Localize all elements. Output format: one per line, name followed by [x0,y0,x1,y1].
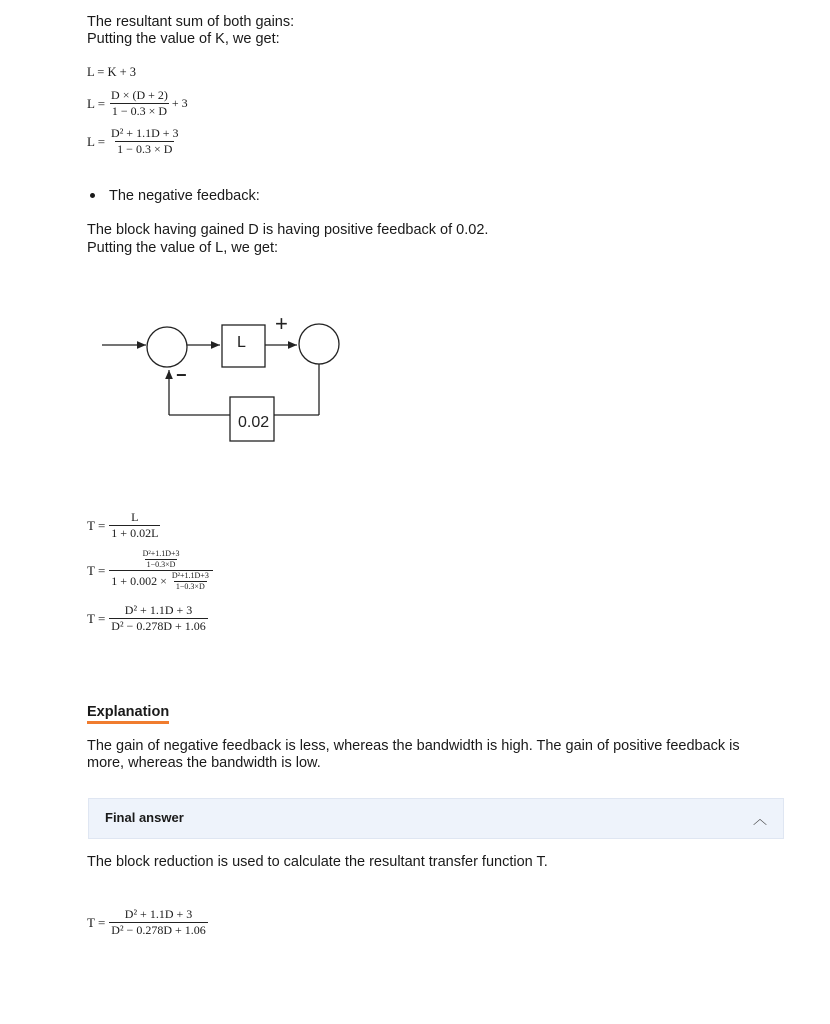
equation-lhs: L = [87,95,106,111]
fraction-denominator: 1 + 0.02L [111,526,159,540]
compound-fraction [109,549,213,592]
fraction-denominator: 1 − 0.3 × D [117,142,173,156]
minus-sign: − [176,365,187,385]
equation-l-row-2 [87,88,188,119]
fraction-denominator: 1 − 0.3 × D [111,104,168,118]
equation-lhs: L = [87,133,106,149]
final-answer-label: Final answer [105,810,184,825]
fraction-numerator: D × (D + 2) [111,88,168,102]
inner-fraction [170,571,211,592]
inner-denominator: 1−0.3×D [146,560,176,569]
fraction-denominator: D² − 0.278D + 1.06 [111,619,206,633]
fraction-denominator: D² − 0.278D + 1.06 [111,923,206,937]
feedback-block-label: 0.02 [238,414,270,431]
summing-junction-1 [147,327,187,367]
equation-l-row-1-text: L = K + 3 [87,65,137,79]
fraction [109,126,180,157]
fraction [109,510,160,541]
inner-fraction [141,549,182,570]
intro-line-1: The resultant sum of both gains: [87,14,295,30]
fraction-numerator: D² + 1.1D + 3 [124,603,193,617]
fraction [109,603,207,634]
equation-l-row-3 [87,126,181,157]
equation-t-row-3 [87,603,208,634]
inner-numerator: D²+1.1D+3 [171,571,209,580]
chevron-up-icon[interactable]: ︿ [753,811,767,827]
equation-l-row-1 [87,65,136,80]
equation-t-row-2 [87,549,213,592]
final-equation [87,907,208,938]
fraction-denominator [109,570,213,592]
denominator-prefix: 1 + 0.002 × [111,574,167,588]
intro-line-2: Putting the value of K, we get: [87,31,280,47]
explanation-line-2: more, whereas the bandwidth is low. [87,755,321,771]
final-answer-panel[interactable] [88,798,784,839]
bullet-negative-feedback [87,188,260,204]
equation-lhs: T = [87,610,106,626]
explanation-heading: Explanation [87,704,169,724]
block-diagram [0,300,400,450]
inner-denominator: 1−0.3×D [175,582,205,591]
bullet-text: The negative feedback: [109,188,260,204]
equation-tail: + 3 [171,96,188,110]
para2-line-1: The block having gained D is having positive feedback of 0.02. [87,222,489,238]
bullet-dot-icon [90,193,95,198]
explanation-line-1: The gain of negative feedback is less, whereas the bandwidth is high. The gain of positive feedback is [87,738,740,754]
inner-numerator: D²+1.1D+3 [142,549,180,558]
equation-lhs: T = [87,562,106,578]
summing-junction-2 [299,324,339,364]
fraction-numerator [139,549,184,570]
fraction-numerator: D² + 1.1D + 3 [111,126,179,140]
fraction-numerator: D² + 1.1D + 3 [124,907,193,921]
forward-block-label: L [237,334,246,351]
para2-line-2: Putting the value of L, we get: [87,240,279,256]
fraction [109,907,207,938]
equation-t-row-1 [87,510,160,541]
fraction [109,88,170,119]
fraction-numerator: L [131,510,139,524]
plus-sign: + [275,311,288,336]
equation-lhs: T = [87,914,106,930]
final-answer-text: The block reduction is used to calculate the resultant transfer function T. [87,854,548,870]
equation-lhs: T = [87,517,106,533]
